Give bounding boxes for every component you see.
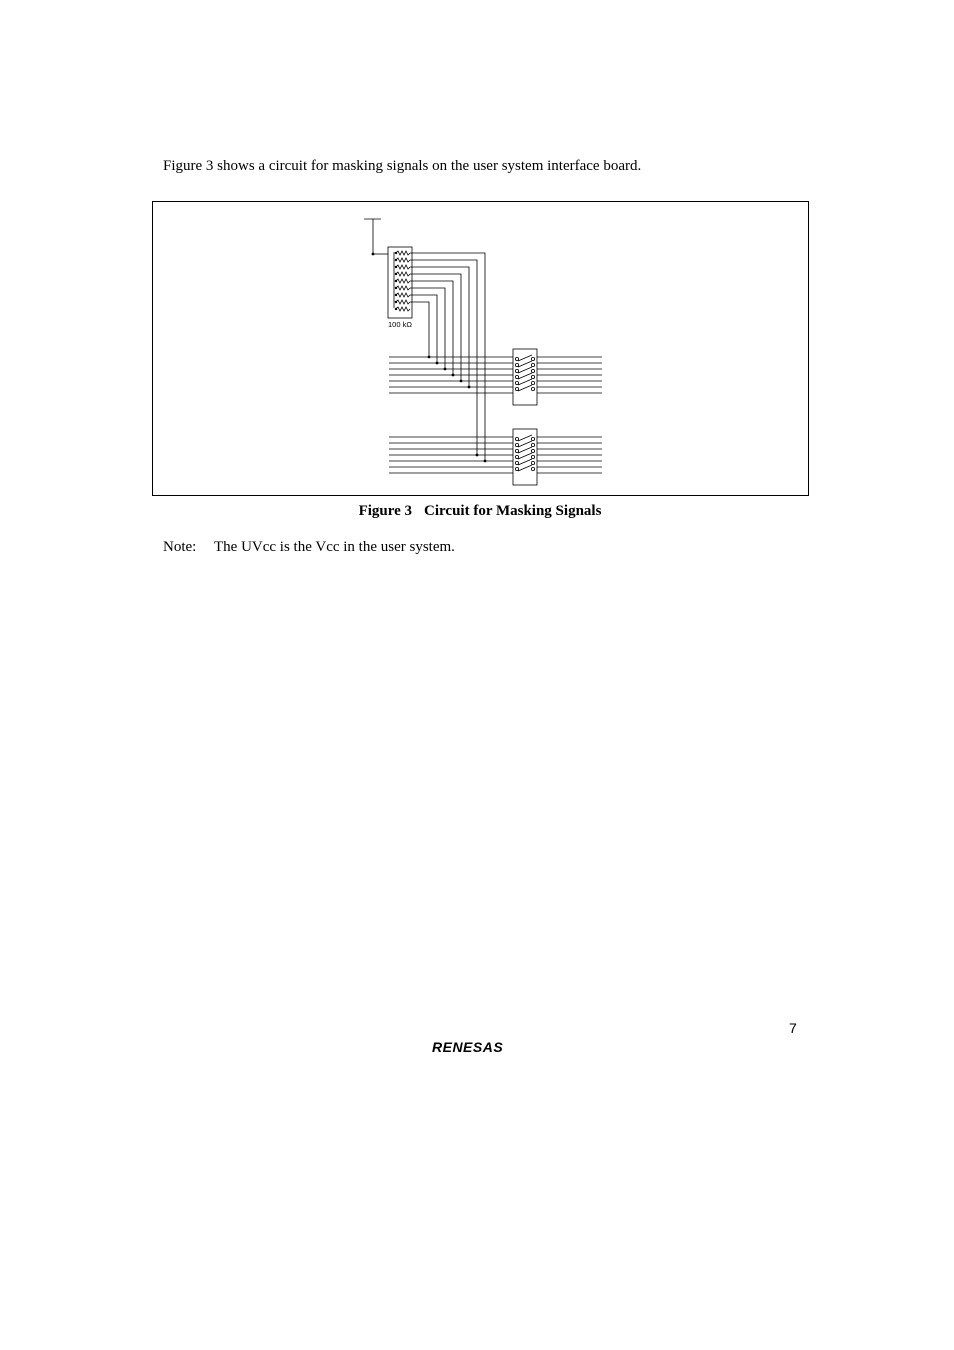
switch-lever: [518, 453, 532, 459]
switch-contact-left: [515, 443, 518, 446]
switch-contact-right: [531, 375, 534, 378]
switch-contact-right: [531, 455, 534, 458]
caption-number: Figure 3: [358, 503, 413, 519]
switch-contact-right: [531, 443, 534, 446]
switch-lever: [518, 355, 532, 361]
switch-contact-left: [515, 467, 518, 470]
switch-contact-left: [515, 461, 518, 464]
pullup-wire: [410, 260, 477, 455]
junction-dot: [452, 374, 455, 377]
switch-contact-right: [531, 437, 534, 440]
masking-circuit-diagram: [153, 202, 808, 495]
switch-contact-left: [515, 455, 518, 458]
junction-dot: [444, 368, 447, 371]
junction-dot: [395, 287, 397, 289]
switch-lever: [518, 465, 532, 471]
junction-dot: [395, 266, 397, 268]
junction-dot: [428, 356, 431, 359]
caption-title: Circuit for Masking Signals: [424, 503, 602, 519]
junction-dot: [468, 386, 471, 389]
junction-dot: [372, 253, 375, 256]
page-number: 7: [789, 1020, 797, 1036]
switch-contact-right: [531, 461, 534, 464]
switch-contact-left: [515, 363, 518, 366]
resistor: [396, 307, 410, 311]
pullup-wire: [410, 302, 429, 357]
resistor: [396, 279, 410, 283]
switch-contact-right: [531, 381, 534, 384]
switch-lever: [518, 447, 532, 453]
resistor-array: [396, 251, 410, 311]
renesas-logo-text: RENESAS: [432, 1039, 504, 1055]
pullup-wire: [410, 295, 437, 363]
switch-contact-left: [515, 381, 518, 384]
switch-lever: [518, 373, 532, 379]
note-text: The UVcc is the Vcc in the user system.: [214, 539, 455, 555]
switch-contact-right: [531, 357, 534, 360]
resistor: [396, 265, 410, 269]
switch-lever: [518, 435, 532, 441]
switch-contact-left: [515, 375, 518, 378]
junction-dot: [436, 362, 439, 365]
figure-caption: [0, 503, 954, 520]
resistor: [396, 293, 410, 297]
renesas-logo: [432, 1037, 532, 1057]
switch-contact-left: [515, 437, 518, 440]
junction-dot: [395, 280, 397, 282]
switch-lever: [518, 459, 532, 465]
switch-contact-left: [515, 449, 518, 452]
intro-paragraph: Figure 3 shows a circuit for masking signals on the user system interface board.: [163, 158, 642, 174]
switch-lever: [518, 367, 532, 373]
junction-dot: [395, 301, 397, 303]
switch-lever: [518, 441, 532, 447]
resistor: [396, 258, 410, 262]
junction-dot: [395, 259, 397, 261]
junction-dot: [460, 380, 463, 383]
junction-dot: [395, 294, 397, 296]
junction-dot: [484, 460, 487, 463]
note-label: Note:: [163, 539, 197, 555]
switch-contact-right: [531, 387, 534, 390]
switch-contact-left: [515, 357, 518, 360]
switch-contact-right: [531, 467, 534, 470]
note: [163, 539, 455, 556]
switch-contact-right: [531, 369, 534, 372]
signal-bus-lines: [389, 357, 602, 473]
resistor: [396, 300, 410, 304]
switch-contact-right: [531, 449, 534, 452]
resistor: [396, 251, 410, 255]
resistor-value-label: 100 kΩ: [388, 320, 412, 329]
switch-contact-left: [515, 369, 518, 372]
switch-lever: [518, 385, 532, 391]
junction-dot: [395, 252, 397, 254]
figure-3-frame: [152, 201, 809, 496]
switch-contact-right: [531, 363, 534, 366]
junction-dot: [395, 308, 397, 310]
junction-dot: [395, 273, 397, 275]
switch-lever: [518, 361, 532, 367]
resistor: [396, 272, 410, 276]
switch-lever: [518, 379, 532, 385]
junction-dot: [476, 454, 479, 457]
switch-contact-left: [515, 387, 518, 390]
switch-contacts: [515, 355, 534, 471]
resistor: [396, 286, 410, 290]
